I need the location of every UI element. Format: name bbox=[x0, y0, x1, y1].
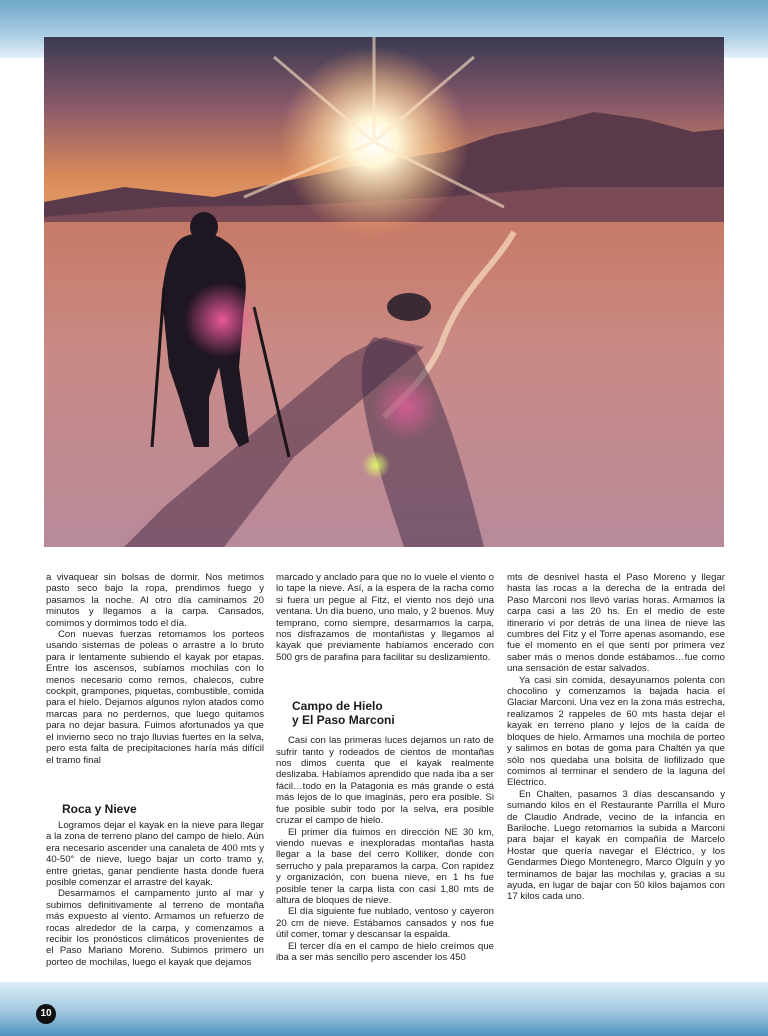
paragraph: marcado y anclado para que no lo vuele el viento o lo tape la nieve. Así, a la espera de la racha como si fuera un pegue al Fitz, el viento nos dejó una ventana. Un día bueno, uno malo, y 2 buenos. Muy temprano, como siempre, desarmamos la carpa, nos disfrazamos de montañistas y llegamos al kayak que previamente habíamos encerado con 500 grs de parafina para facilitar su deslizamiento. bbox=[276, 572, 494, 663]
paragraph: Logramos dejar el kayak en la nieve para llegar a la zona de terreno plano del campo de hielo. Aún era necesario ascender una canaleta de 400 mts y 40-50° de nieve, luego bajar un corto tramo y, entre grietas, ganar pendiente hasta donde fuera posible comenzar el arrastre del kayak. bbox=[46, 819, 264, 888]
article-column-2 bbox=[276, 572, 494, 963]
article-column-1 bbox=[46, 572, 264, 968]
paragraph: El tercer día en el campo de hielo creímos que iba a ser más sencillo pero ascender los 450 bbox=[276, 940, 494, 963]
paragraph: En Chalten, pasamos 3 días descansando y sumando kilos en el Restaurante Parrilla el Muro de Claudio Andrade, vecino de la infancia en Bariloche. Luego retomamos la subida a Marconi para bajar el kayak en compañía de Marcelo Hostar que quería navegar el Eléctrico, y los Gendarmes Diego Montenegro, Marco Olguín y yo terminamos de bajar las mochilas y, gracias a su ayuda, en lugar de bajar con 50 kilos bajamos con 17 kilos cada uno. bbox=[507, 788, 725, 903]
expedition-photo bbox=[44, 37, 724, 547]
section-heading-roca-y-nieve: Roca y Nieve bbox=[62, 801, 137, 816]
article-column-3 bbox=[507, 572, 725, 903]
paragraph: Ya casi sin comida, desayunamos polenta con chocolino y comenzamos la bajada hacia el Glaciar Marconi. Una vez en la zona más estrecha, realizamos 2 rappeles de 60 mts hasta dejar el kayak en terreno plano y lejos de la caída de bloques de hielo. Armamos una mochila de porteo y salimos en botas de goma para Chaltén ya que sólo nos quedaba una bolsita de liofilizado que comimos al terminar el sendero de la laguna del Eléctrico. bbox=[507, 674, 725, 789]
page-number: 10 bbox=[36, 1004, 56, 1024]
section-heading-campo-de-hielo bbox=[276, 699, 494, 727]
heading-line: y El Paso Marconi bbox=[292, 713, 395, 728]
paragraph: a vivaquear sin bolsas de dormir. Nos metimos pasto seco bajo la ropa, prendimos fuego y pasamos la noche. Al otro día caminamos 20 minutos y llegamos a la carpa. Cansados, comimos y dormimos todo el día. bbox=[46, 572, 264, 629]
bottom-decorative-band bbox=[0, 982, 768, 1036]
paragraph: Desarmamos el campamento junto al mar y subimos definitivamente al terreno de montaña más expuesto al viento. Armamos un refuerzo de rocas alrededor de la carpa, y comenzamos a recibir los pronósticos climáticos provenientes de el Paso Mariano Moreno. Subimos primero un porteo de mochilas, luego el kayak que dejamos bbox=[46, 888, 264, 968]
paragraph: El primer día fuimos en dirección NE 30 km, viendo nuevas e inexploradas montañas hasta llegar a la base del cerro Kolliker, donde con serrucho y pala preparamos la carpa. Con rapidez y organización, con buena nieve, en 1 hs fue posible tener la carpa lista con casi 1,80 mts de altura de bloques de nieve. bbox=[276, 826, 494, 906]
paragraph: Con nuevas fuerzas retomamos los porteos usando sistemas de poleas o arrastre a lo bruto para ir lentamente subiendo el kayak por etapas. Entre los ascensos, subíamos mochilas con lo menos necesario como remos, chalecos, cubre cockpit, grampones, piquetas, combustible, comida para el hielo. Dejamos algunos nylon atados como marcas para no perdernos, que luego quitamos para no dejar basura. Fuimos afortunados ya que el invierno seco no trajo lluvias fuertes en la selva, pero esta falta de precipitaciones haría más difícil el tramo final bbox=[46, 629, 264, 766]
heading-line: Campo de Hielo bbox=[292, 699, 383, 714]
paragraph: El día siguiente fue nublado, ventoso y cayeron 20 cm de nieve. Estábamos cansados y nos fue útil comer, tomar y descansar la espalda. bbox=[276, 906, 494, 941]
paragraph: Casi con las primeras luces dejamos un rato de sufrir tanto y rodeados de cientos de montañas nos dimos cuenta que el kayak realmente deslizaba. Habíamos aprendido que nada iba a ser fácil…todo en la Patagonia es más grande o está más lejos de lo que imaginás, pero era posible. Si fue posible subir todo por la selva, era posible cruzar el campo de hielo. bbox=[276, 735, 494, 827]
paragraph: mts de desnivel hasta el Paso Moreno y llegar hasta las rocas a la derecha de la entrada del Paso Marconi nos llevó varias horas. Armamos la carpa casi a las 20 hs. En el medio de este itinerario vi por detrás de una línea de nieve las cumbres del Fitz y el Torre apenas asomando, ese fue el momento en el que sentí por primera vez saber más o menos donde estábamos…fue como una sensación de estar salvados. bbox=[507, 572, 725, 675]
photo-glacier-sunset-icon bbox=[44, 37, 724, 547]
